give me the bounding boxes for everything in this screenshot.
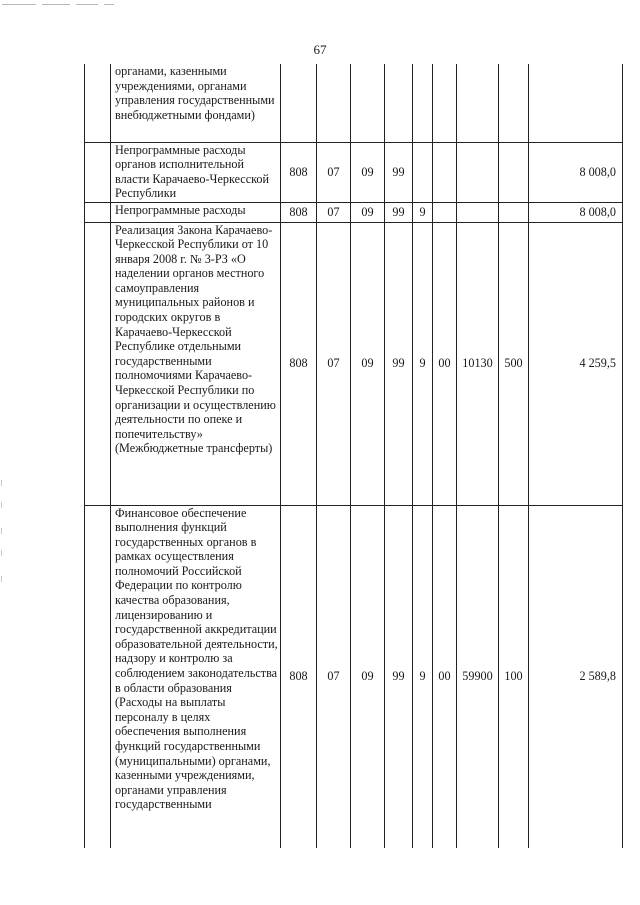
amount-cell: 8 008,0 <box>529 142 623 202</box>
amount-cell <box>529 64 623 142</box>
vr-cell: 100 <box>499 505 529 848</box>
csr-program-cell <box>385 64 413 142</box>
amount-cell: 4 259,5 <box>529 222 623 505</box>
vr-cell <box>499 142 529 202</box>
csr-direction-cell <box>457 142 499 202</box>
gr-cell: 808 <box>281 505 317 848</box>
description-cell: Финансовое обеспечение выполнения функций государственных органов в рамках осуществления полномочий Российской Федерации по контролю качества образования, лицензированию и государственной аккредитации образовательной деятельности, надзору и контролю за соблюдением законодательства в области образования (Расходы на выплаты персоналу в целях обеспечения выполнения функций государственными (муниципальными) органами, казенными учреждениями, органами управления государственными <box>111 505 281 848</box>
csr-event-cell <box>433 64 457 142</box>
csr-direction-cell: 10130 <box>457 222 499 505</box>
gr-cell <box>281 64 317 142</box>
vr-cell <box>499 64 529 142</box>
row-number-cell <box>85 142 111 202</box>
amount-cell: 2 589,8 <box>529 505 623 848</box>
csr-subprogram-cell <box>413 64 433 142</box>
csr-event-cell: 00 <box>433 222 457 505</box>
row-number-cell <box>85 222 111 505</box>
pr-cell: 09 <box>351 222 385 505</box>
row-number-cell <box>85 202 111 222</box>
row-number-cell <box>85 505 111 848</box>
vr-cell: 500 <box>499 222 529 505</box>
csr-direction-cell: 59900 <box>457 505 499 848</box>
description-cell: органами, казенными учреждениями, органами управления государственными внебюджетными фондами) <box>111 64 281 142</box>
rz-cell <box>317 64 351 142</box>
rz-cell: 07 <box>317 142 351 202</box>
description-cell: Непрограммные расходы органов исполнительной власти Карачаево-Черкесской Республики <box>111 142 281 202</box>
rz-cell: 07 <box>317 222 351 505</box>
table-row <box>85 505 623 848</box>
description-cell: Реализация Закона Карачаево-Черкесской Республики от 10 января 2008 г. № 3-РЗ «О наделении органов местного самоуправления муниципальных районов и городских округов в Карачаево-Черкесской Республике отдельными государственными полномочиями Карачаево-Черкесской Республики по организации и осуществлению деятельности по опеке и попечительству» (Межбюджетные трансферты) <box>111 222 281 505</box>
csr-event-cell <box>433 142 457 202</box>
table-row <box>85 222 623 505</box>
page-number: 67 <box>313 42 327 57</box>
csr-subprogram-cell: 9 <box>413 222 433 505</box>
table-row <box>85 142 623 202</box>
csr-subprogram-cell: 9 <box>413 505 433 848</box>
description-cell: Непрограммные расходы <box>111 202 281 222</box>
gr-cell: 808 <box>281 202 317 222</box>
vr-cell <box>499 202 529 222</box>
csr-event-cell <box>433 202 457 222</box>
pr-cell: 09 <box>351 505 385 848</box>
scan-left-specks <box>0 480 4 600</box>
csr-subprogram-cell: 9 <box>413 202 433 222</box>
csr-direction-cell <box>457 64 499 142</box>
csr-program-cell: 99 <box>385 222 413 505</box>
pr-cell <box>351 64 385 142</box>
csr-program-cell: 99 <box>385 505 413 848</box>
rz-cell: 07 <box>317 202 351 222</box>
csr-event-cell: 00 <box>433 505 457 848</box>
table-row <box>85 64 623 142</box>
pr-cell: 09 <box>351 142 385 202</box>
csr-program-cell: 99 <box>385 202 413 222</box>
gr-cell: 808 <box>281 142 317 202</box>
table-row <box>85 202 623 222</box>
pr-cell: 09 <box>351 202 385 222</box>
row-number-cell <box>85 64 111 142</box>
scan-edge-marks <box>0 0 120 12</box>
budget-table <box>84 64 623 848</box>
gr-cell: 808 <box>281 222 317 505</box>
amount-cell: 8 008,0 <box>529 202 623 222</box>
csr-direction-cell <box>457 202 499 222</box>
csr-subprogram-cell <box>413 142 433 202</box>
rz-cell: 07 <box>317 505 351 848</box>
csr-program-cell: 99 <box>385 142 413 202</box>
